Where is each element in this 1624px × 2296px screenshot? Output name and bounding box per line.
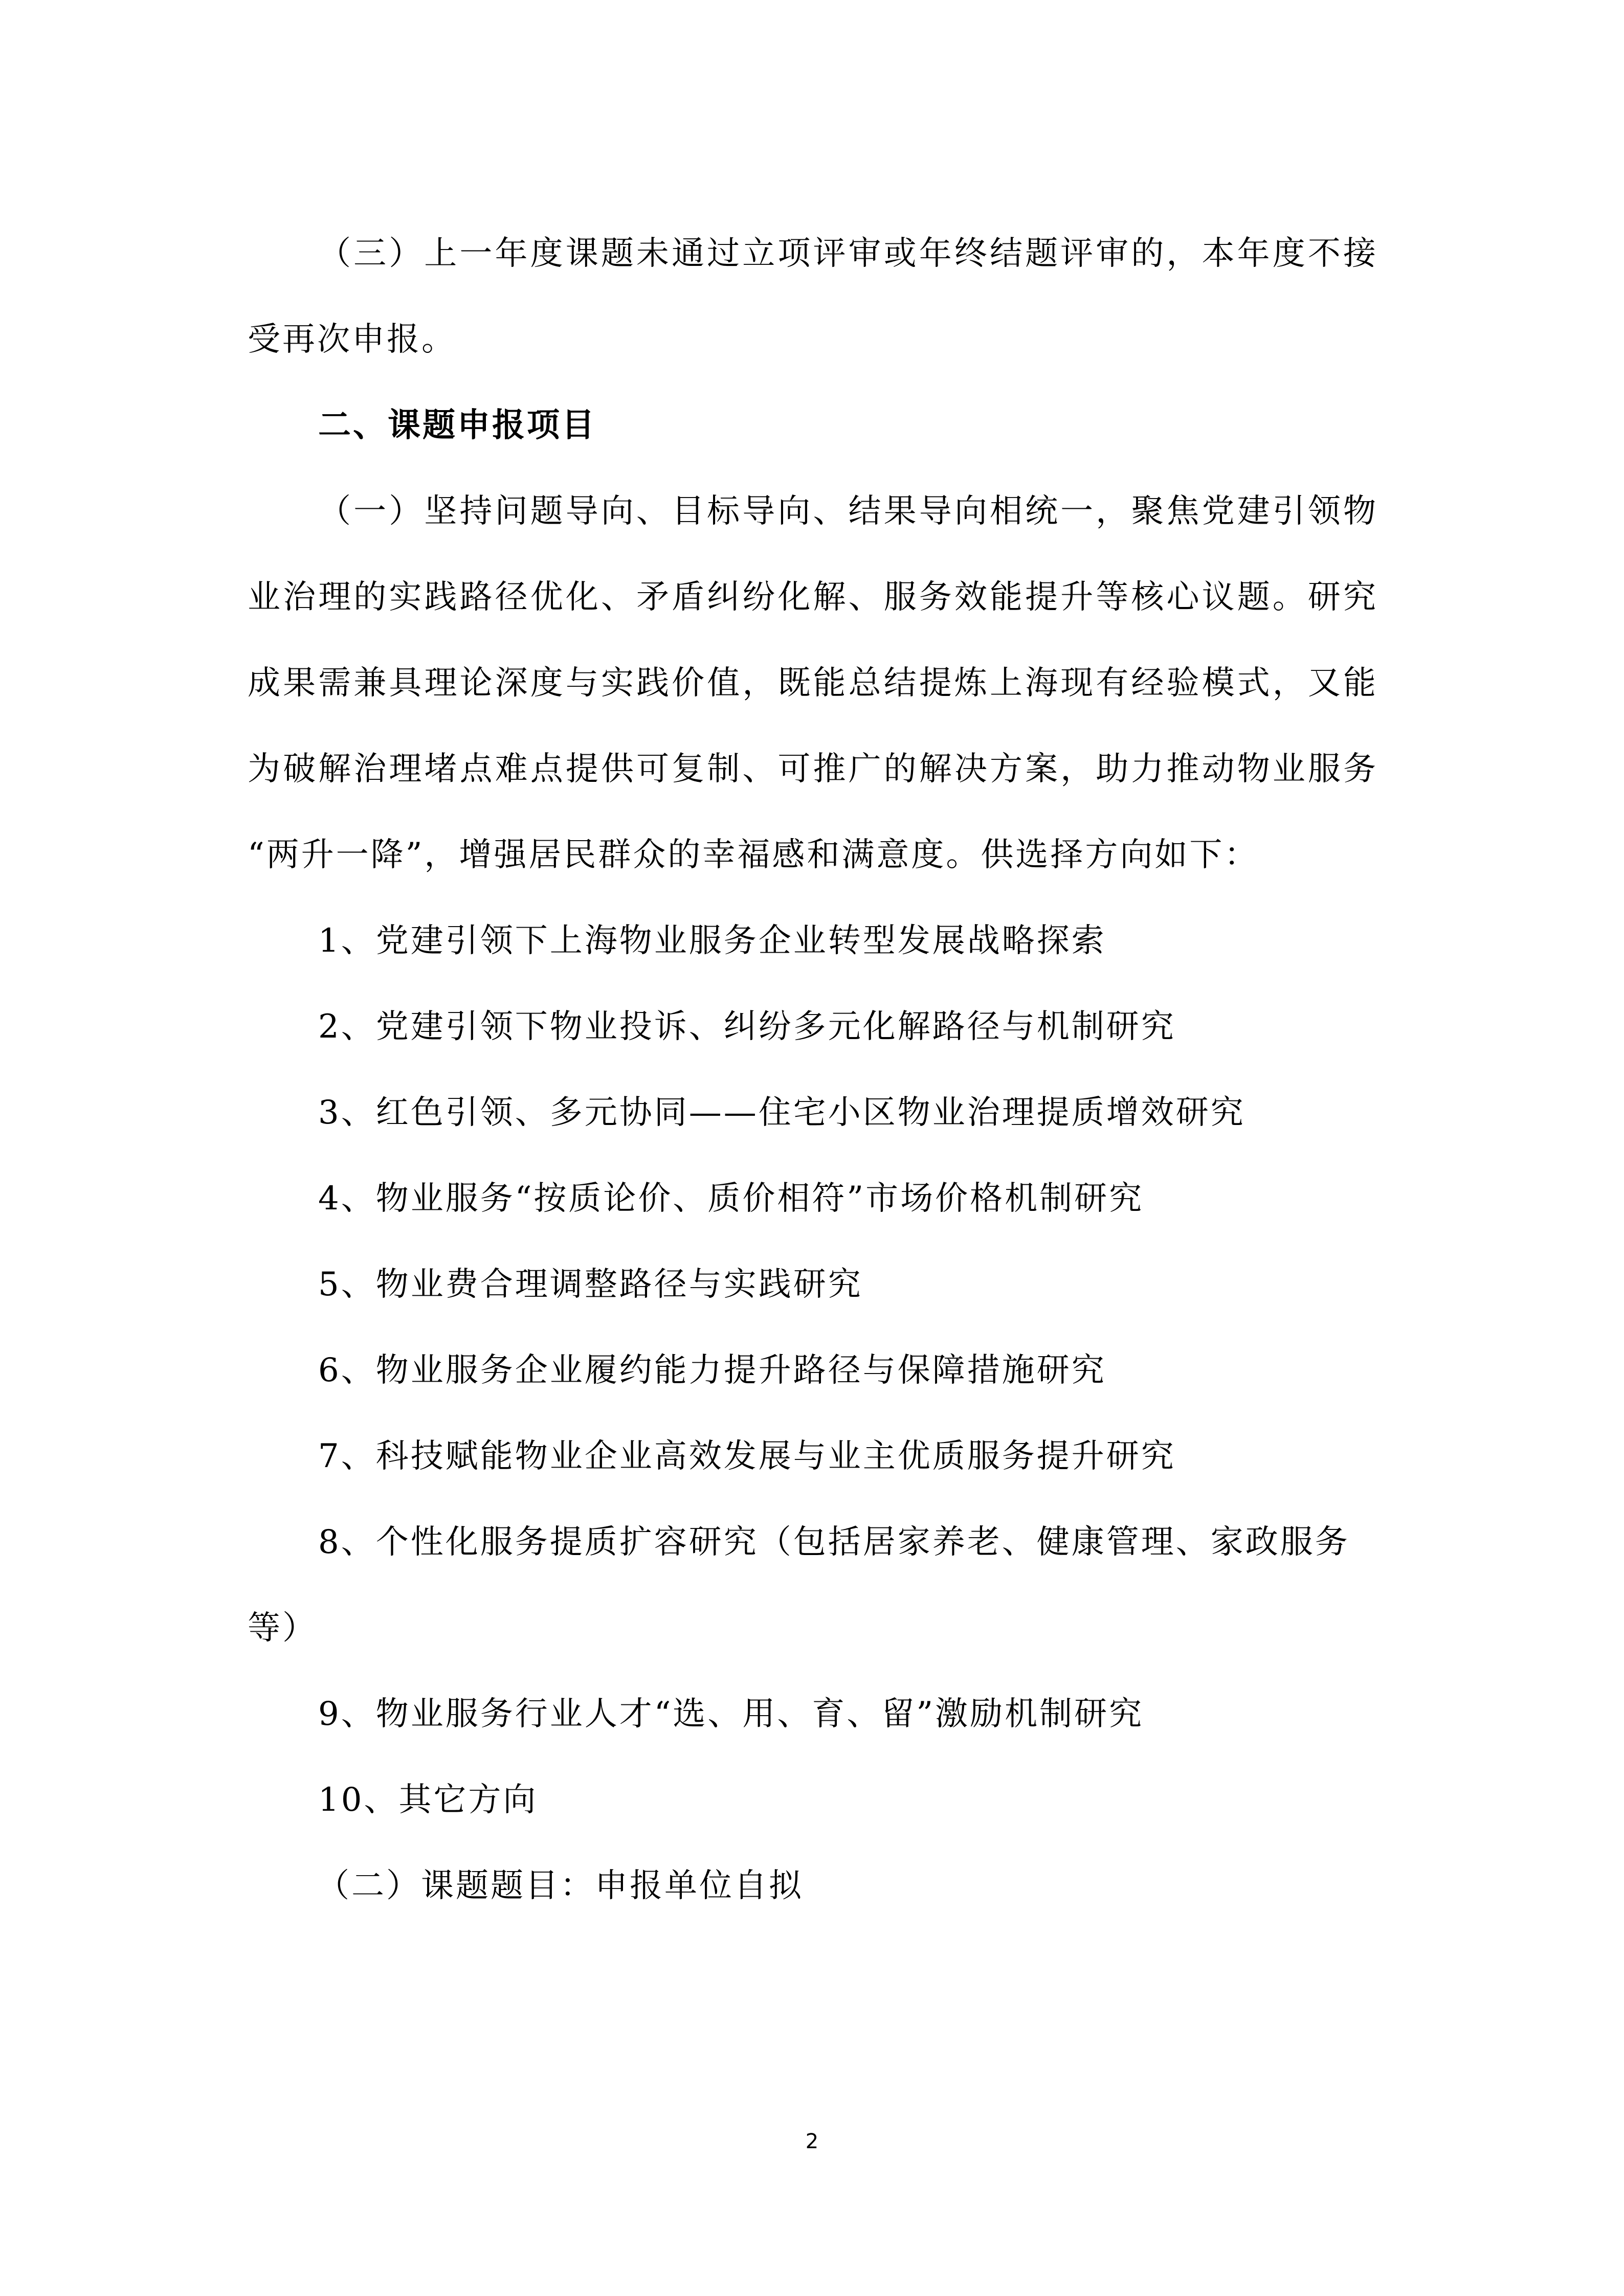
- page-number: 2: [805, 2130, 819, 2153]
- list-item: 2、党建引领下物业投诉、纠纷多元化解路径与机制研究: [318, 1008, 1176, 1046]
- list-item: 8、个性化服务提质扩容研究（包括居家养老、健康管理、家政服务等）: [248, 1523, 1350, 1647]
- section-heading: 二、课题申报项目: [318, 407, 596, 444]
- research-directions-list: [248, 898, 1378, 1843]
- paragraph-topic-title: （二）课题题目：申报单位自拟: [317, 1867, 804, 1905]
- list-item: 9、物业服务行业人才“选、用、育、留”激励机制研究: [318, 1695, 1144, 1733]
- page-content: [248, 211, 1378, 1929]
- list-item: 7、科技赋能物业企业高效发展与业主优质服务提升研究: [318, 1437, 1176, 1475]
- list-item: 3、红色引领、多元协同——住宅小区物业治理提质增效研究: [318, 1094, 1245, 1132]
- paragraph-resubmission-rule: （三）上一年度课题未通过立项评审或年终结题评审的，本年度不接受再次申报。: [248, 235, 1378, 358]
- list-item: 1、党建引领下上海物业服务企业转型发展战略探索: [318, 922, 1106, 960]
- list-item: 4、物业服务“按质论价、质价相符”市场价格机制研究: [318, 1180, 1144, 1218]
- list-item: 10、其它方向: [318, 1781, 538, 1819]
- list-item: 5、物业费合理调整路径与实践研究: [318, 1266, 863, 1303]
- list-item: 6、物业服务企业履约能力提升路径与保障措施研究: [318, 1352, 1106, 1389]
- paragraph-research-focus: （一）坚持问题导向、目标导向、结果导向相统一，聚焦党建引领物业治理的实践路径优化、矛盾纠纷化解、服务效能提升等核心议题。研究成果需兼具理论深度与实践价值，既能总结提炼上海现有经验模式，又能为破解治理堵点难点提供可复制、可推广的解决方案，助力推动物业服务“两升一降”，增强居民群众的幸福感和满意度。供选择方向如下：: [248, 492, 1378, 874]
